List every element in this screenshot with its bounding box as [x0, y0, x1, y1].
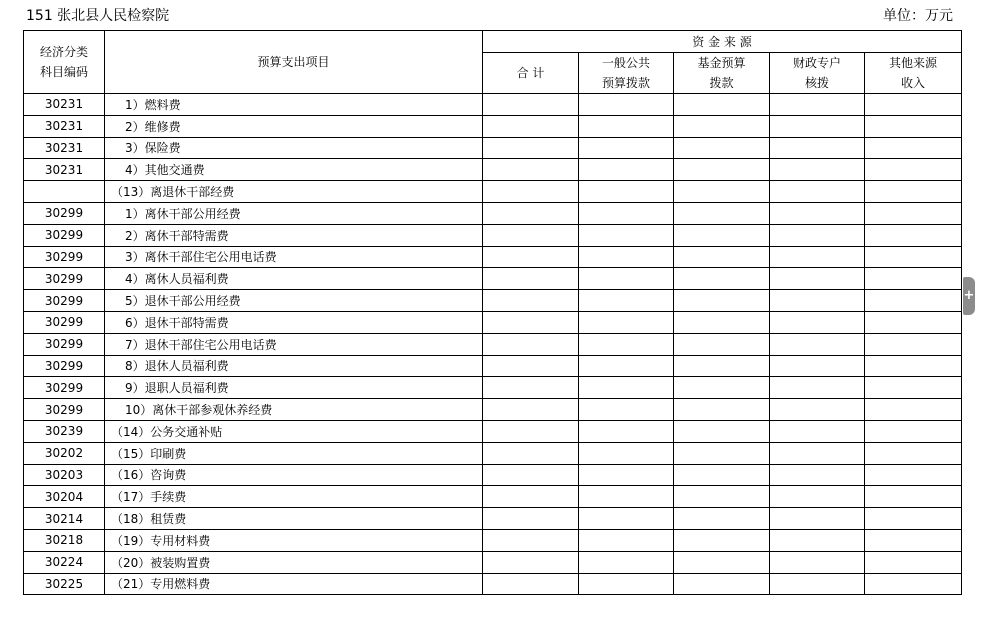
row-amount-cell: [770, 333, 865, 355]
row-amount-cell: [674, 159, 770, 181]
row-amount-cell: [865, 94, 962, 116]
row-amount-cell: [770, 551, 865, 573]
table-row: [24, 333, 962, 355]
row-item: [105, 486, 483, 508]
expand-tab[interactable]: [963, 277, 975, 315]
row-amount-cell: [674, 268, 770, 290]
row-amount-cell: [865, 159, 962, 181]
row-amount-cell: [483, 529, 579, 551]
row-amount-cell: [483, 290, 579, 312]
row-code: [24, 181, 105, 203]
header-other-line1: 其他来源: [889, 56, 938, 70]
row-item: [105, 529, 483, 551]
row-amount-cell: [579, 377, 674, 399]
row-amount-cell: [865, 442, 962, 464]
table-row: [24, 442, 962, 464]
row-amount-cell: [770, 181, 865, 203]
row-item-label: 3）保险费: [125, 141, 181, 156]
row-amount-cell: [770, 508, 865, 530]
row-amount-cell: [770, 529, 865, 551]
header-other: [865, 53, 962, 94]
row-item: [105, 333, 483, 355]
row-item: [105, 115, 483, 137]
row-amount-cell: [579, 137, 674, 159]
row-amount-cell: [483, 573, 579, 595]
header-fund: [674, 53, 770, 94]
table-row: [24, 181, 962, 203]
row-item-label: 2）维修费: [125, 119, 181, 134]
row-code: 30202: [24, 442, 105, 464]
row-amount-cell: [674, 202, 770, 224]
row-amount-cell: [483, 224, 579, 246]
row-item-label: 4）其他交通费: [125, 163, 205, 178]
header-total: 合 计: [483, 53, 579, 94]
row-code: 30299: [24, 246, 105, 268]
row-amount-cell: [770, 246, 865, 268]
row-item-label: 2）离休干部特需费: [125, 228, 229, 243]
row-amount-cell: [865, 464, 962, 486]
row-amount-cell: [865, 573, 962, 595]
row-amount-cell: [865, 181, 962, 203]
table-row: [24, 464, 962, 486]
row-code: 30231: [24, 94, 105, 116]
row-item-label: 9）退职人员福利费: [125, 381, 229, 396]
row-amount-cell: [579, 442, 674, 464]
table-row: [24, 246, 962, 268]
table-row: [24, 224, 962, 246]
row-amount-cell: [579, 290, 674, 312]
table-row: [24, 377, 962, 399]
table-row: [24, 137, 962, 159]
row-amount-cell: [483, 442, 579, 464]
row-amount-cell: [865, 529, 962, 551]
row-item: [105, 377, 483, 399]
row-item: [105, 137, 483, 159]
row-amount-cell: [674, 290, 770, 312]
row-amount-cell: [865, 224, 962, 246]
row-amount-cell: [770, 420, 865, 442]
page-title: 151 张北县人民检察院: [26, 8, 170, 24]
row-amount-cell: [483, 355, 579, 377]
row-code: 30299: [24, 268, 105, 290]
row-code: 30299: [24, 290, 105, 312]
header-general-line2: 预算拨款: [601, 76, 650, 90]
row-item: [105, 508, 483, 530]
row-amount-cell: [770, 464, 865, 486]
row-item: [105, 159, 483, 181]
header-item: 预算支出项目: [105, 31, 483, 94]
row-item: [105, 290, 483, 312]
row-amount-cell: [579, 355, 674, 377]
row-amount-cell: [579, 224, 674, 246]
row-amount-cell: [579, 333, 674, 355]
row-item-label: 8）退休人员福利费: [125, 359, 229, 374]
row-amount-cell: [579, 508, 674, 530]
row-item: [105, 94, 483, 116]
row-amount-cell: [865, 508, 962, 530]
row-amount-cell: [579, 268, 674, 290]
row-item: [105, 399, 483, 421]
row-item-label: （20）被装购置费: [111, 555, 211, 570]
header-fund-line2: 拨款: [709, 76, 734, 90]
row-item-label: （15）印刷费: [111, 446, 187, 461]
row-item: [105, 464, 483, 486]
row-item-label: 10）离休干部参观休养经费: [125, 403, 273, 418]
row-amount-cell: [483, 246, 579, 268]
row-item-label: （14）公务交通补贴: [111, 424, 223, 439]
row-amount-cell: [770, 355, 865, 377]
plus-icon: +: [963, 288, 975, 303]
row-code: 30218: [24, 529, 105, 551]
row-code: 30224: [24, 551, 105, 573]
row-amount-cell: [865, 115, 962, 137]
row-amount-cell: [579, 202, 674, 224]
row-amount-cell: [483, 202, 579, 224]
header-fund-line1: 基金预算: [697, 56, 746, 70]
row-amount-cell: [579, 94, 674, 116]
row-amount-cell: [865, 202, 962, 224]
row-amount-cell: [674, 442, 770, 464]
row-amount-cell: [579, 551, 674, 573]
row-item-label: （13）离退休干部经费: [111, 185, 235, 200]
row-amount-cell: [483, 508, 579, 530]
row-amount-cell: [674, 355, 770, 377]
row-code: 30225: [24, 573, 105, 595]
row-item: [105, 224, 483, 246]
row-amount-cell: [483, 333, 579, 355]
row-code: 30299: [24, 202, 105, 224]
header-code: [24, 31, 105, 94]
row-amount-cell: [865, 268, 962, 290]
row-code: 30299: [24, 224, 105, 246]
row-item: [105, 181, 483, 203]
row-amount-cell: [865, 246, 962, 268]
row-amount-cell: [865, 399, 962, 421]
row-item-label: 1）燃料费: [125, 97, 181, 112]
row-code: 30231: [24, 137, 105, 159]
row-amount-cell: [483, 268, 579, 290]
row-amount-cell: [865, 355, 962, 377]
row-amount-cell: [674, 246, 770, 268]
row-code: 30239: [24, 420, 105, 442]
row-amount-cell: [483, 399, 579, 421]
row-amount-cell: [770, 159, 865, 181]
row-item-label: （19）专用材料费: [111, 533, 211, 548]
row-item-label: 3）离休干部住宅公用电话费: [125, 250, 277, 265]
row-amount-cell: [770, 442, 865, 464]
row-item-label: 1）离休干部公用经费: [125, 206, 241, 221]
row-code: 30203: [24, 464, 105, 486]
table-row: [24, 115, 962, 137]
row-amount-cell: [483, 311, 579, 333]
row-amount-cell: [579, 529, 674, 551]
row-amount-cell: [674, 399, 770, 421]
row-amount-cell: [770, 94, 865, 116]
row-amount-cell: [579, 159, 674, 181]
row-amount-cell: [674, 551, 770, 573]
row-amount-cell: [770, 311, 865, 333]
row-code: 30299: [24, 311, 105, 333]
table-row: [24, 311, 962, 333]
table-row: [24, 508, 962, 530]
row-amount-cell: [483, 181, 579, 203]
header-special-line1: 财政专户: [792, 56, 841, 70]
budget-table: [23, 30, 962, 595]
row-amount-cell: [674, 224, 770, 246]
row-amount-cell: [579, 311, 674, 333]
row-amount-cell: [770, 202, 865, 224]
header-other-line2: 收入: [901, 76, 926, 90]
row-item-label: （16）咨询费: [111, 468, 187, 483]
row-amount-cell: [770, 486, 865, 508]
row-item: [105, 420, 483, 442]
table-row: [24, 268, 962, 290]
row-amount-cell: [674, 420, 770, 442]
row-amount-cell: [865, 420, 962, 442]
table-row: [24, 486, 962, 508]
row-item-label: 5）退休干部公用经费: [125, 294, 241, 309]
row-amount-cell: [865, 137, 962, 159]
row-amount-cell: [674, 464, 770, 486]
row-item-label: 6）退休干部特需费: [125, 315, 229, 330]
row-amount-cell: [770, 137, 865, 159]
row-amount-cell: [865, 551, 962, 573]
header-fund-source: 资 金 来 源: [483, 31, 962, 53]
table-row: [24, 551, 962, 573]
table-row: [24, 159, 962, 181]
row-item: [105, 573, 483, 595]
row-code: 30299: [24, 333, 105, 355]
row-item-label: （17）手续费: [111, 490, 187, 505]
row-amount-cell: [674, 573, 770, 595]
table-row: [24, 355, 962, 377]
row-amount-cell: [483, 159, 579, 181]
row-amount-cell: [579, 464, 674, 486]
row-amount-cell: [865, 486, 962, 508]
row-amount-cell: [865, 377, 962, 399]
header-special: [770, 53, 865, 94]
row-amount-cell: [674, 529, 770, 551]
row-amount-cell: [674, 115, 770, 137]
row-amount-cell: [674, 333, 770, 355]
row-amount-cell: [579, 115, 674, 137]
table-row: [24, 399, 962, 421]
row-item: [105, 268, 483, 290]
row-amount-cell: [865, 333, 962, 355]
row-amount-cell: [770, 224, 865, 246]
row-item-label: （18）租赁费: [111, 512, 187, 527]
row-item-label: （21）专用燃料费: [111, 577, 211, 592]
row-amount-cell: [579, 420, 674, 442]
row-code: 30299: [24, 377, 105, 399]
header-special-line2: 核拨: [804, 76, 829, 90]
row-amount-cell: [579, 399, 674, 421]
row-code: 30231: [24, 115, 105, 137]
row-amount-cell: [674, 377, 770, 399]
row-amount-cell: [674, 137, 770, 159]
row-amount-cell: [483, 94, 579, 116]
header-general: [579, 53, 674, 94]
table-row: [24, 202, 962, 224]
row-amount-cell: [770, 115, 865, 137]
row-amount-cell: [770, 399, 865, 421]
row-amount-cell: [770, 377, 865, 399]
row-code: 30299: [24, 399, 105, 421]
unit-label: 单位：万元: [883, 8, 953, 24]
row-amount-cell: [770, 290, 865, 312]
row-item: [105, 311, 483, 333]
table-row: [24, 573, 962, 595]
table-row: [24, 290, 962, 312]
row-item-label: 4）离休人员福利费: [125, 272, 229, 287]
row-amount-cell: [674, 94, 770, 116]
table-row: [24, 420, 962, 442]
row-amount-cell: [674, 486, 770, 508]
table-row: [24, 529, 962, 551]
row-code: 30231: [24, 159, 105, 181]
row-item: [105, 442, 483, 464]
header-code-line2: 科目编码: [39, 65, 88, 79]
row-amount-cell: [483, 420, 579, 442]
header-general-line1: 一般公共: [601, 56, 650, 70]
row-amount-cell: [579, 181, 674, 203]
row-amount-cell: [770, 268, 865, 290]
row-amount-cell: [674, 311, 770, 333]
row-amount-cell: [674, 508, 770, 530]
row-amount-cell: [483, 115, 579, 137]
row-item-label: 7）退休干部住宅公用电话费: [125, 337, 277, 352]
row-amount-cell: [770, 573, 865, 595]
row-amount-cell: [483, 377, 579, 399]
row-amount-cell: [579, 573, 674, 595]
row-code: 30299: [24, 355, 105, 377]
row-item: [105, 355, 483, 377]
row-amount-cell: [579, 486, 674, 508]
row-amount-cell: [674, 181, 770, 203]
row-amount-cell: [579, 246, 674, 268]
row-amount-cell: [483, 464, 579, 486]
row-amount-cell: [483, 137, 579, 159]
row-amount-cell: [865, 290, 962, 312]
row-code: 30214: [24, 508, 105, 530]
row-code: 30204: [24, 486, 105, 508]
header-code-line1: 经济分类: [39, 45, 88, 59]
table-row: [24, 94, 962, 116]
row-item: [105, 551, 483, 573]
row-amount-cell: [865, 311, 962, 333]
row-amount-cell: [483, 551, 579, 573]
row-item: [105, 202, 483, 224]
row-item: [105, 246, 483, 268]
row-amount-cell: [483, 486, 579, 508]
